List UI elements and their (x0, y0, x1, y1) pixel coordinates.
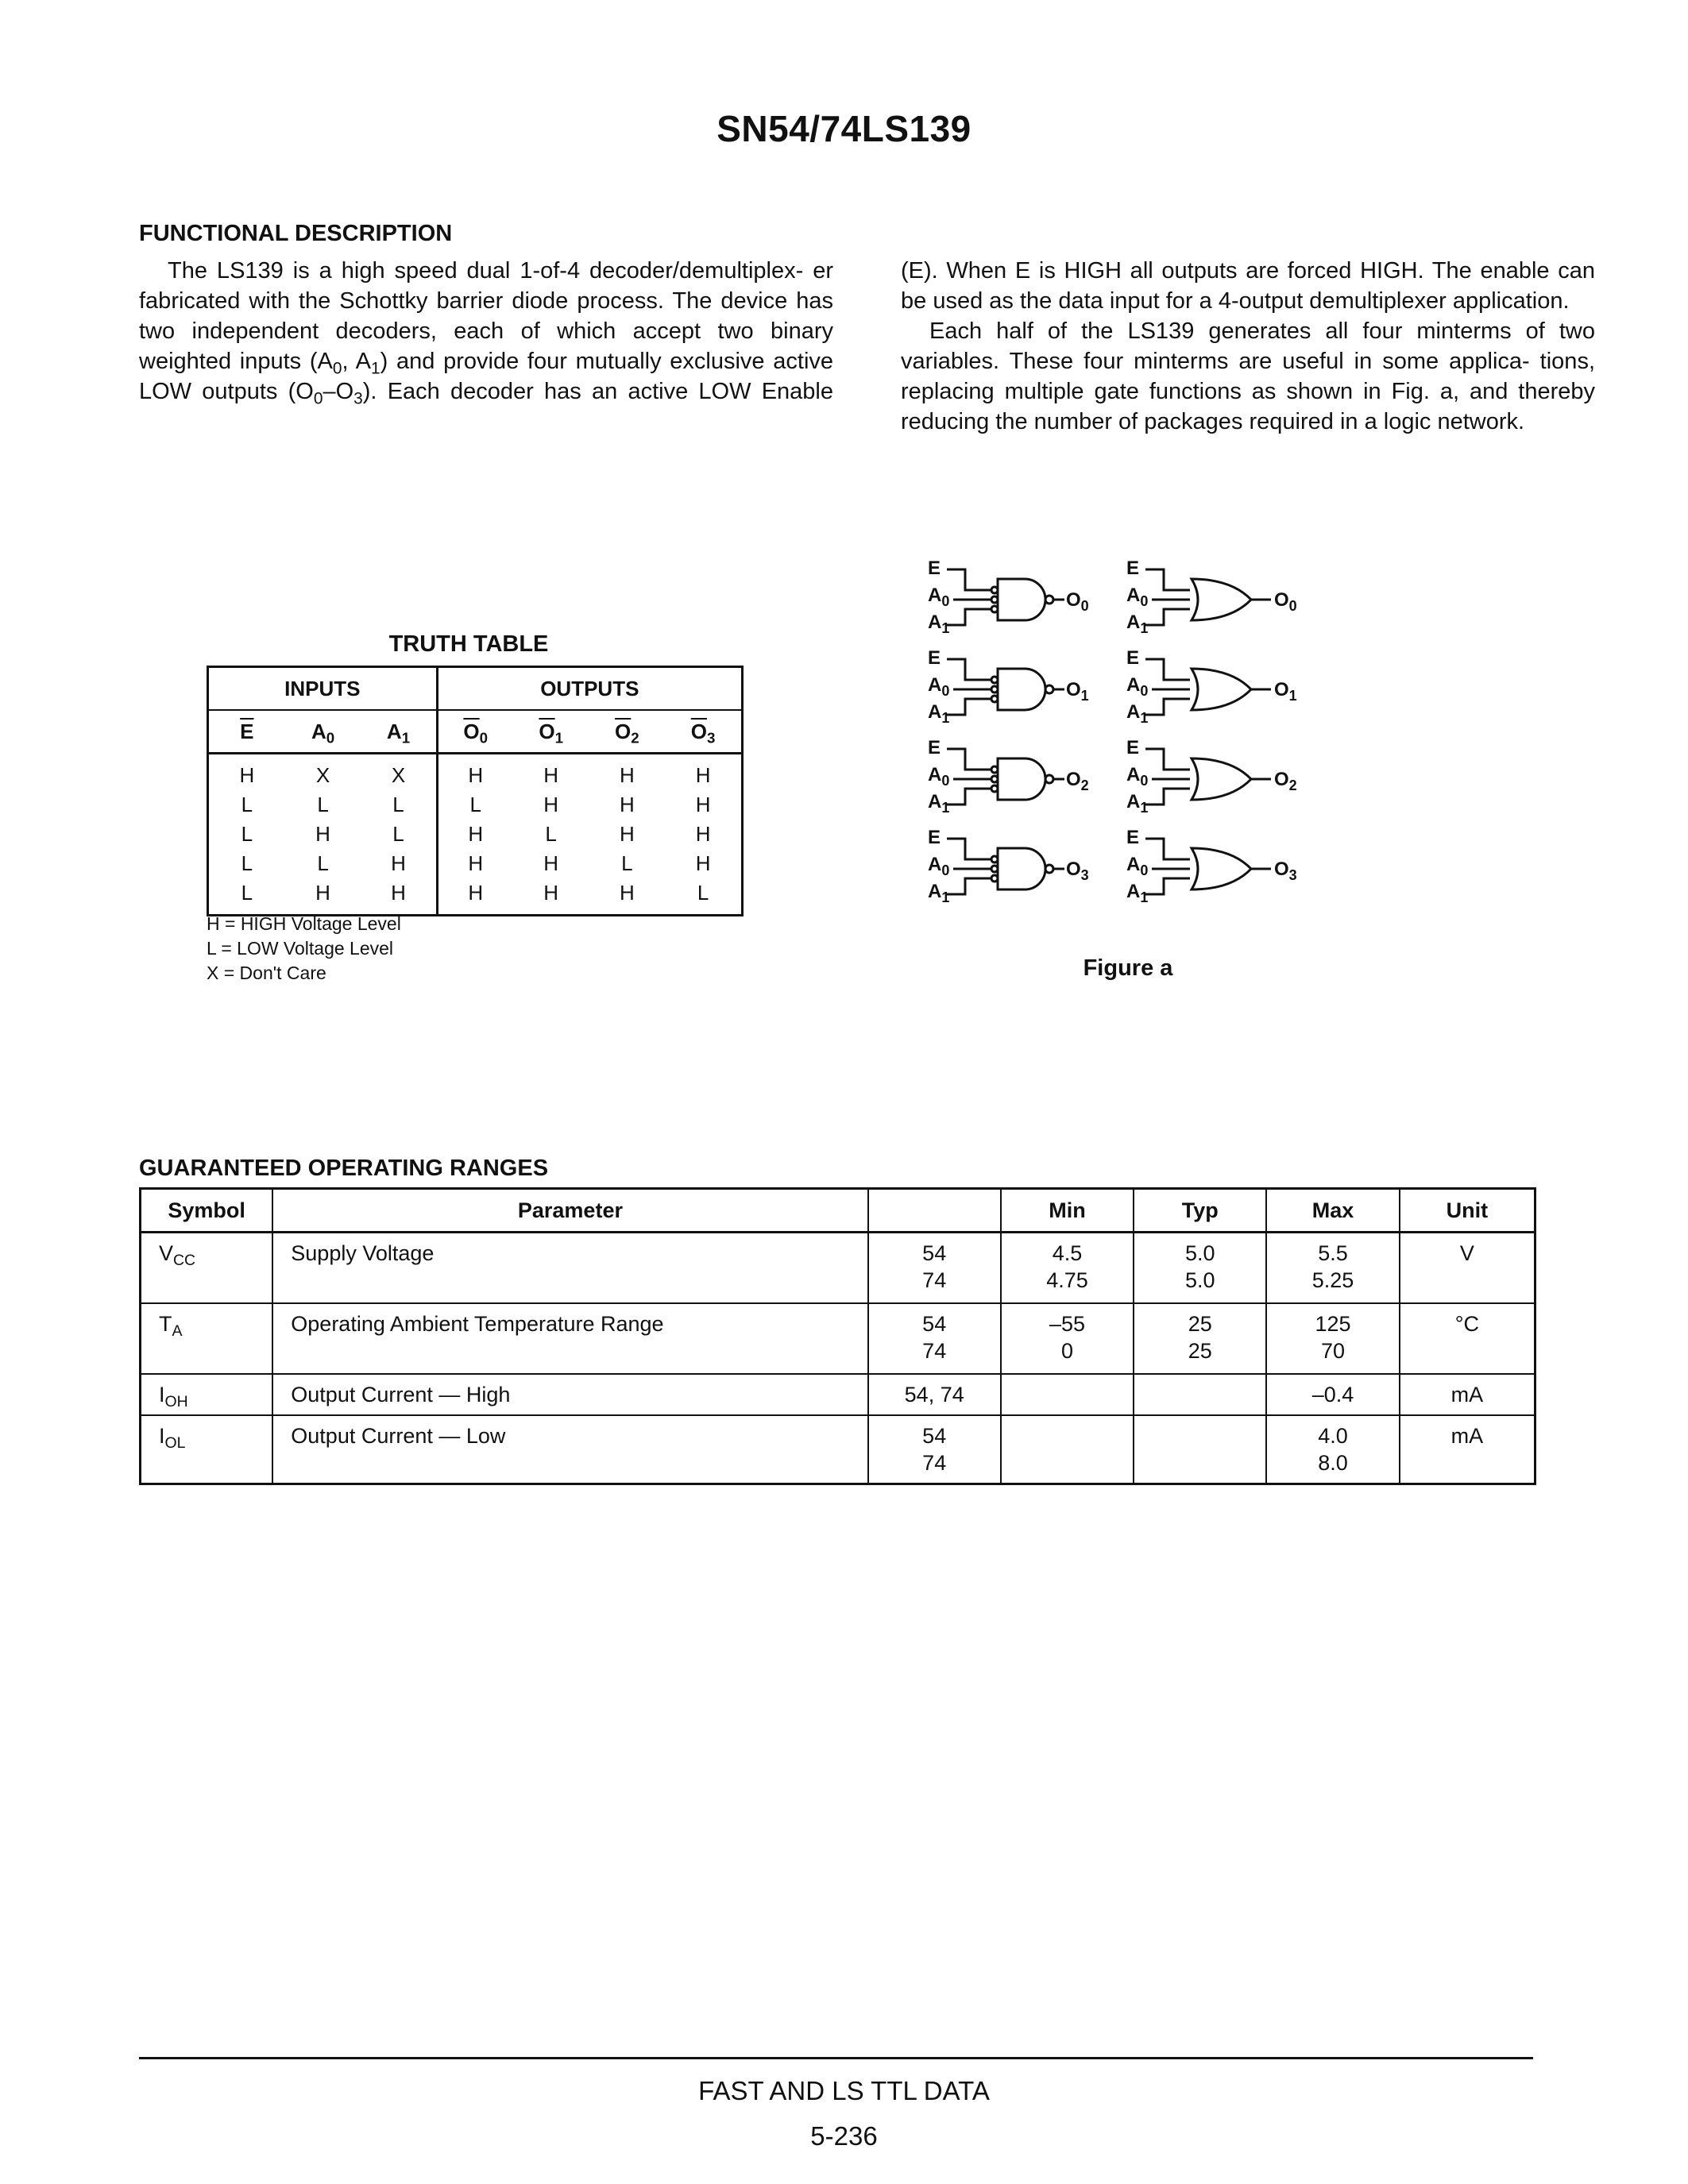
gate-input-label-a0: $A_0$ (928, 764, 950, 789)
table-row: L L L L H H H (209, 790, 741, 820)
footer-text: FAST AND LS TTL DATA (698, 2076, 990, 2105)
page-title: SN54/74LS139 (717, 108, 971, 149)
legend-high: H = HIGH Voltage Level (207, 913, 401, 934)
gate-input-label-a1: $A_1$ (1126, 701, 1149, 726)
gate-output-label-o0: $O_0$ (1274, 589, 1297, 614)
gate-input-label-a1: $A_1$ (928, 881, 950, 905)
gate-input-label-a1: $A_1$ (928, 791, 950, 816)
header-typ: Typ (1134, 1190, 1266, 1233)
gate-input-label-e: E (1126, 827, 1140, 848)
table-row: H X X H H H H (209, 754, 741, 791)
wire-a1 (947, 789, 991, 805)
gate-output-label-o1: $O_1$ (1066, 679, 1089, 704)
or-gate-body (1192, 758, 1251, 800)
col-header-o1: $\overline{O}_1$ (513, 710, 589, 754)
gate-input-label-e: E (928, 558, 941, 579)
functional-paragraph-2: Each half of the LS139 generates all four minterms of two variables. These four minterms are useful in some applica- tions, replacing multiple gate functions as shown in Fig. a, and thereby reducing the number of packages required in a logic network. (901, 318, 1595, 434)
figure-caption: Figure a (1083, 955, 1173, 981)
gate-input-label-a0: $A_0$ (928, 854, 950, 878)
wire-e (947, 659, 991, 680)
gate-input-label-e: E (928, 647, 941, 669)
truth-table-legend (207, 912, 401, 986)
gate-input-label-a0: $A_0$ (1126, 764, 1149, 789)
functional-description-body (139, 256, 1595, 438)
header-max: Max (1266, 1190, 1399, 1233)
gate-input-label-a0: $A_0$ (1126, 674, 1149, 699)
wire-e (1145, 839, 1190, 859)
gate-input-label-e: E (1126, 558, 1140, 579)
table-row: L L H H H L H (209, 849, 741, 878)
gate-output-label-o3: $O_3$ (1274, 859, 1297, 883)
gate-input-label-a1: $A_1$ (1126, 612, 1149, 636)
wire-e (947, 749, 991, 770)
gate-input-label-a0: $A_0$ (928, 674, 950, 699)
symbol-ioh: $I_{OH}$ (141, 1374, 272, 1415)
table-row: $T_A$ Operating Ambient Temperature Range 54 74 –55 0 25 25 125 70 °C (141, 1303, 1534, 1374)
output-bubble (1045, 775, 1053, 783)
legend-dont-care: X = Don't Care (207, 963, 326, 983)
inputs-group-header: INPUTS (209, 668, 437, 710)
gate-input-label-a1: $A_1$ (928, 701, 950, 726)
gate-input-label-e: E (1126, 647, 1140, 669)
table-row: $I_{OL}$ Output Current — Low 54 74 4.0 8.0 mA (141, 1415, 1534, 1483)
header-unit: Unit (1400, 1190, 1534, 1233)
symbol-ta: $T_A$ (141, 1303, 272, 1374)
gate-output-label-o2: $O_2$ (1066, 769, 1089, 793)
wire-e (1145, 569, 1190, 590)
functional-paragraph-1: The LS139 is a high speed dual 1-of-4 decoder/demultiplex- er fabricated with the Schottky barrier diode process. The device has two independent decoders, each of which accept two binary weighted inputs ($A_0$, $A_1$) and provide four mutually exclusive active LOW outputs $(O_0-O_3)$. Each decoder has an active LOW Enable (E). When E is HIGH all outputs are forced HIGH. The enable can be used as the data input for a 4-output demultiplexer application. (139, 258, 1595, 408)
col-header-o3: $\overline{O}_3$ (665, 710, 741, 754)
gate-output-label-o3: $O_3$ (1066, 859, 1089, 883)
figure-a-gate-diagram (921, 552, 1335, 925)
gate-input-label-e: E (928, 827, 941, 848)
operating-ranges-table (139, 1187, 1536, 1485)
col-header-o0: $\overline{O}_0$ (437, 710, 513, 754)
header-min: Min (1001, 1190, 1134, 1233)
gate-input-label-a0: $A_0$ (1126, 585, 1149, 609)
output-bubble (1045, 596, 1053, 604)
col-header-a1: $A_1$ (361, 710, 437, 754)
col-header-o2: $\overline{O}_2$ (589, 710, 666, 754)
wire-e (1145, 659, 1190, 680)
wire-a1 (1145, 878, 1190, 894)
col-header-e: $\overline{E}$ (209, 710, 285, 754)
wire-a1 (947, 878, 991, 894)
wire-a1 (947, 699, 991, 715)
table-row: $I_{OH}$ Output Current — High 54, 74 –0.4 mA (141, 1374, 1534, 1415)
table-row: L H H H H H L (209, 878, 741, 908)
table-row: L H L H L H H (209, 820, 741, 849)
footer-divider (139, 2057, 1533, 2059)
and-gate-body (998, 669, 1045, 710)
and-gate-body (998, 848, 1045, 889)
gate-input-label-a0: $A_0$ (928, 585, 950, 609)
gate-input-label-a1: $A_1$ (1126, 881, 1149, 905)
table-row: $V_{CC}$ Supply Voltage 54 74 4.5 4.75 5.0 5.0 5.5 5.25 V (141, 1233, 1534, 1303)
header-symbol: Symbol (141, 1190, 272, 1233)
legend-low: L = LOW Voltage Level (207, 938, 394, 959)
wire-a1 (947, 609, 991, 625)
wire-e (1145, 749, 1190, 770)
wire-a1 (1145, 609, 1190, 625)
gate-input-label-a1: $A_1$ (1126, 791, 1149, 816)
or-gate-body (1192, 669, 1251, 710)
gate-input-label-a0: $A_0$ (1126, 854, 1149, 878)
wire-e (947, 839, 991, 859)
gate-input-label-e: E (928, 737, 941, 758)
truth-table (207, 666, 744, 916)
or-gate-body (1192, 579, 1251, 620)
output-bubble (1045, 865, 1053, 873)
gate-output-label-o1: $O_1$ (1274, 679, 1297, 704)
truth-table-title: TRUTH TABLE (388, 631, 549, 657)
header-parameter: Parameter (272, 1190, 867, 1233)
functional-description-heading: FUNCTIONAL DESCRIPTION (139, 221, 453, 246)
gate-output-label-o2: $O_2$ (1274, 769, 1297, 793)
header-grade (868, 1190, 1001, 1233)
operating-ranges-heading: GUARANTEED OPERATING RANGES (139, 1156, 549, 1181)
and-gate-body (998, 579, 1045, 620)
output-bubble (1045, 685, 1053, 693)
col-header-a0: $A_0$ (285, 710, 361, 754)
gate-input-label-a1: $A_1$ (928, 612, 950, 636)
symbol-iol: $I_{OL}$ (141, 1415, 272, 1483)
gate-output-label-o0: $O_0$ (1066, 589, 1089, 614)
or-gate-body (1192, 848, 1251, 889)
wire-e (947, 569, 991, 590)
symbol-vcc: $V_{CC}$ (141, 1233, 272, 1303)
and-gate-body (998, 758, 1045, 800)
wire-a1 (1145, 699, 1190, 715)
gate-input-label-e: E (1126, 737, 1140, 758)
outputs-group-header: OUTPUTS (437, 668, 741, 710)
page-number: 5-236 (810, 2121, 878, 2151)
wire-a1 (1145, 789, 1190, 805)
